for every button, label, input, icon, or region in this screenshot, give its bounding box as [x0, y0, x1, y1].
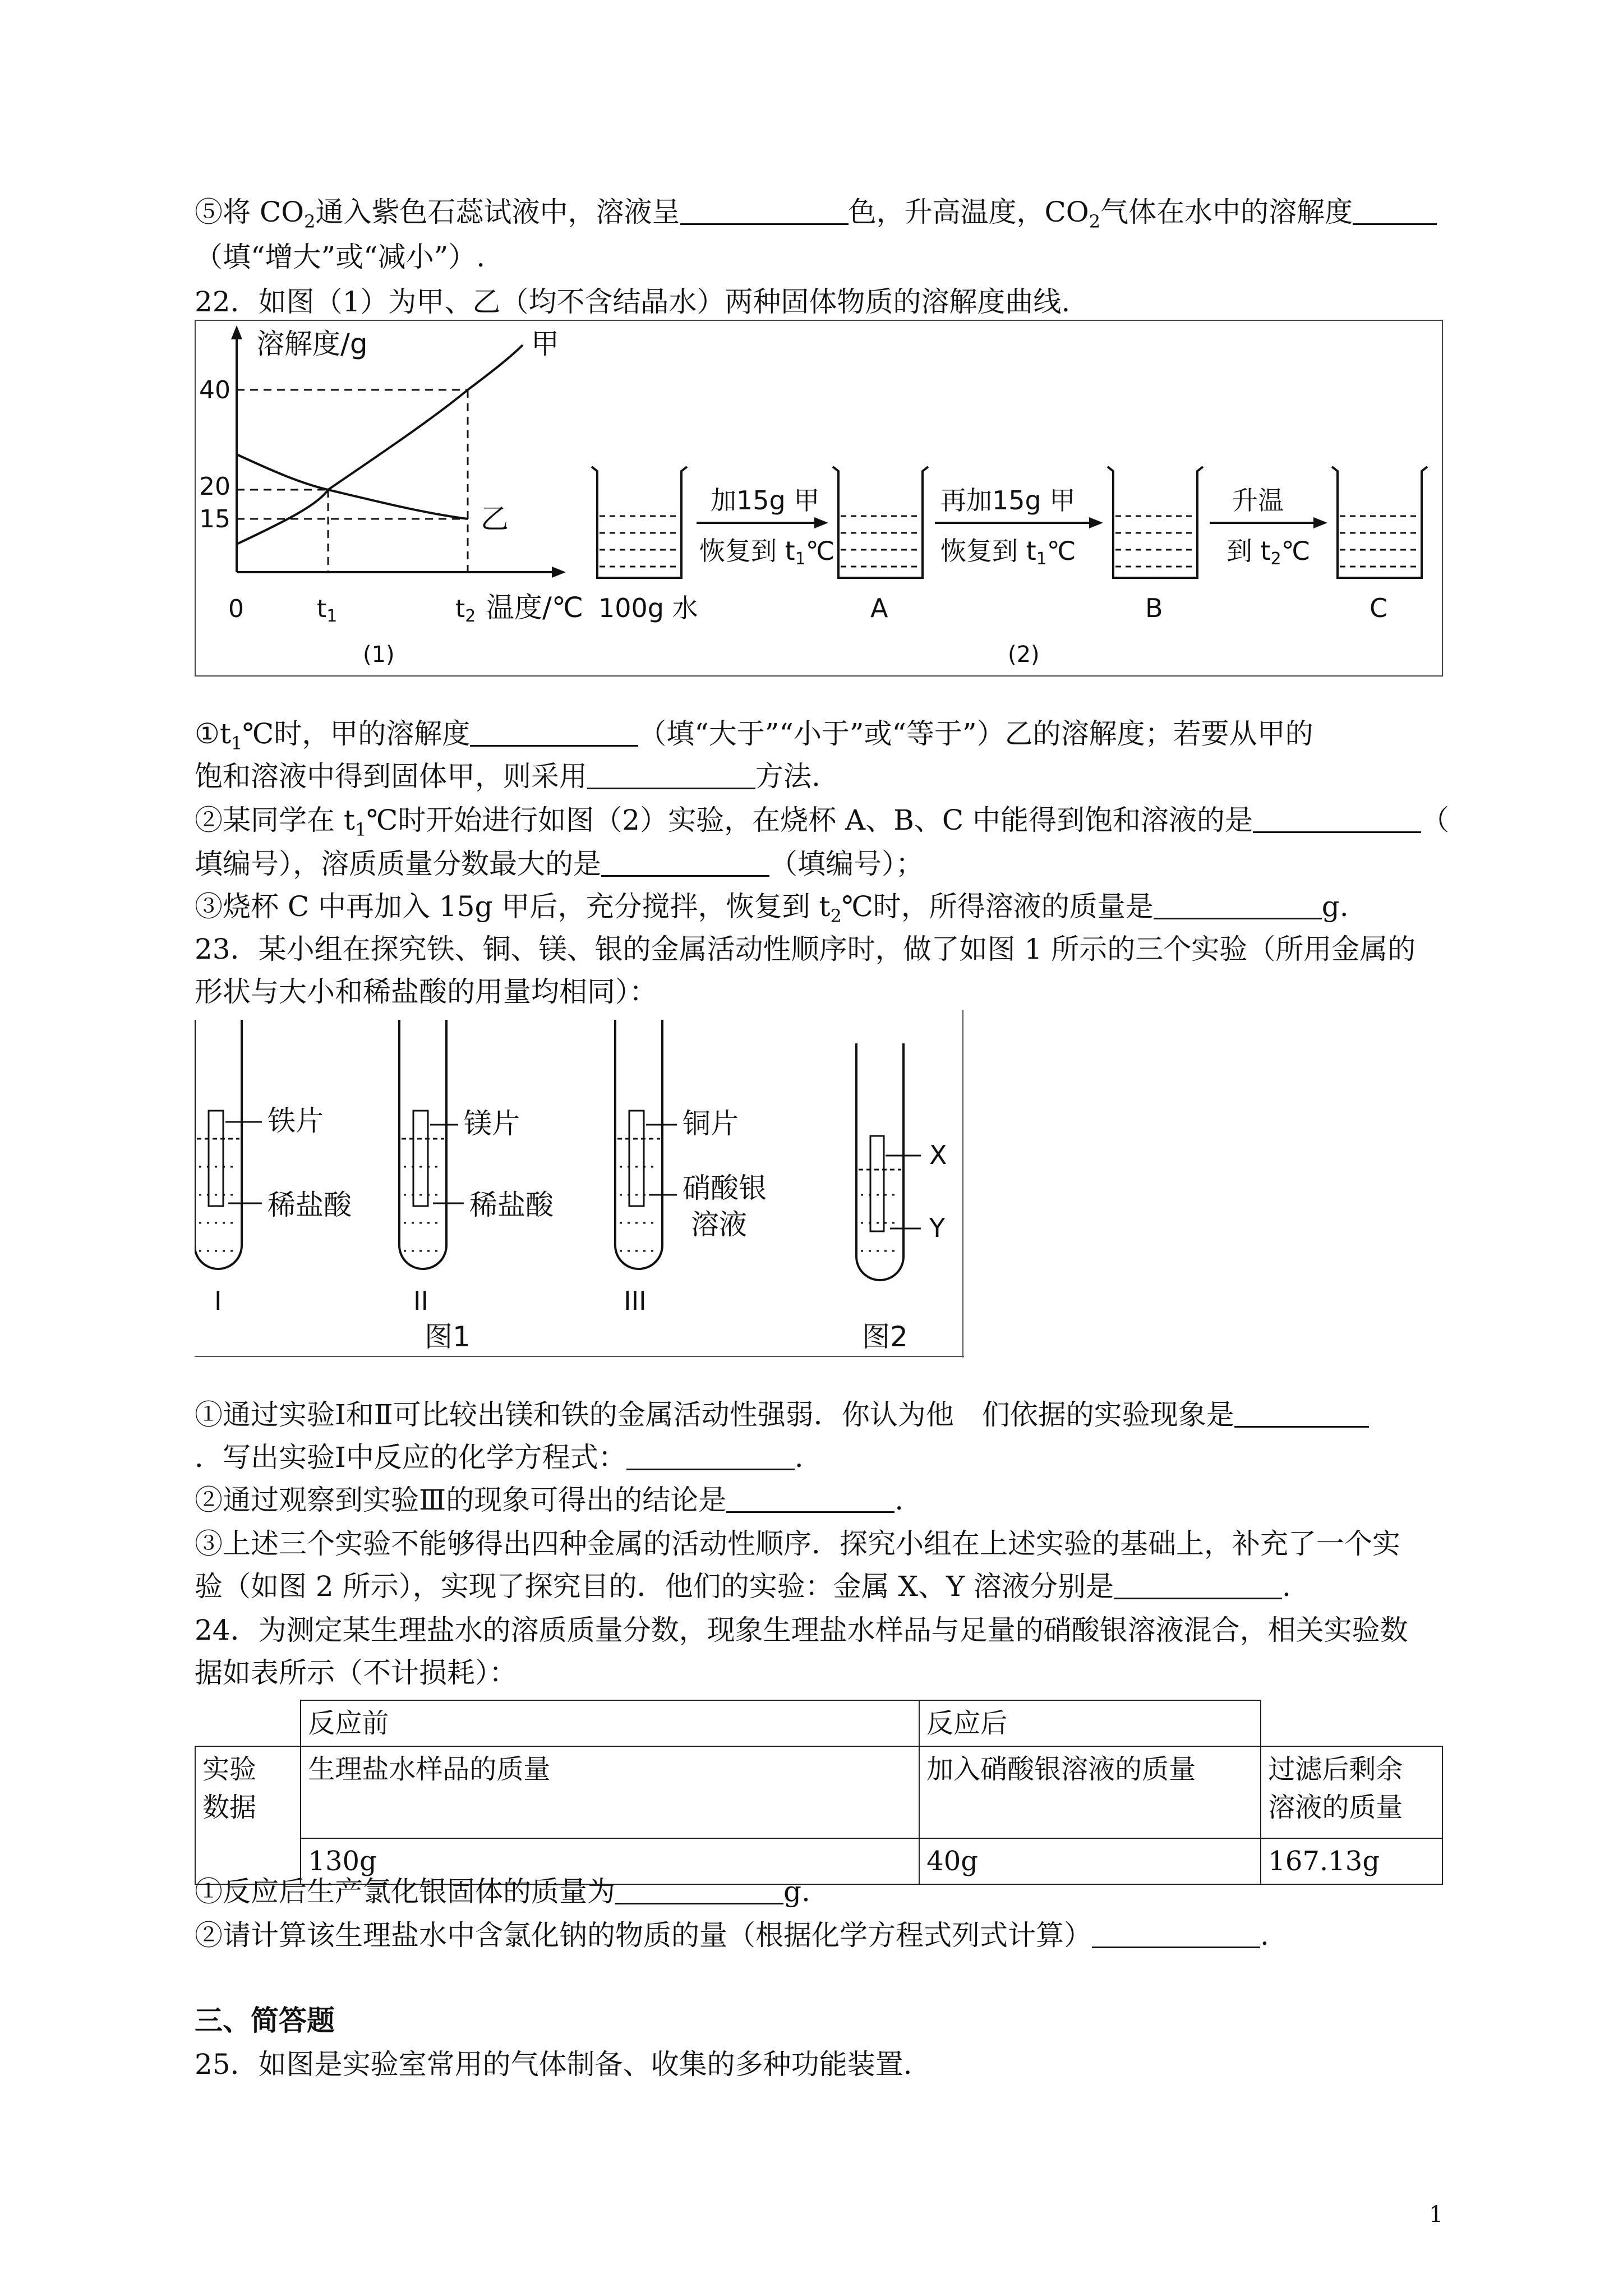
q23-item2: ②通过观察到实验Ⅲ的现象可得出的结论是 .: [195, 1484, 904, 1516]
answer-blank[interactable]: [601, 850, 769, 877]
answer-blank[interactable]: [1234, 1401, 1369, 1428]
step-arrow-1: [697, 485, 834, 569]
svg-text:铜片: 铜片: [683, 1107, 739, 1140]
fig1-caption: 图1: [425, 1320, 471, 1353]
svg-text:A: A: [870, 593, 888, 623]
fig2-caption: (2): [1008, 642, 1040, 668]
q21-item5-line1: ⑤将 $CO_2$通入紫色石蕊试液中，溶液呈 色，升高温度，$CO_2$气体在水中的溶解度: [195, 194, 1437, 240]
q22-item2-line1: ②某同学在 $t_1℃$时开始进行如图（2）实验，在烧杯 A、B、C 中能得到饱和溶液的是 （: [195, 804, 1449, 840]
solubility-chart: [199, 325, 583, 668]
x-axis-label: 温度/℃: [486, 591, 583, 624]
test-tube-4: [856, 1043, 947, 1280]
svg-text:X: X: [929, 1140, 947, 1170]
svg-text:恢复到 t1℃: 恢复到 t1℃: [940, 536, 1076, 569]
svg-text:溶液: 溶液: [691, 1208, 747, 1241]
value-remaining-mass: 167.13g: [1261, 1838, 1442, 1884]
q22-figure: [195, 320, 1443, 679]
answer-blank[interactable]: [1114, 1573, 1282, 1599]
page-number: 1: [1429, 2202, 1444, 2228]
test-tube-3: [615, 1020, 767, 1316]
q21-item5-text: ⑤将 CO: [195, 196, 305, 228]
svg-text:100g 水: 100g 水: [598, 593, 698, 623]
svg-text:恢复到 t1℃: 恢复到 t1℃: [699, 536, 835, 569]
y-axis-label: 溶解度/g: [256, 328, 368, 360]
svg-text:到 t2℃: 到 t2℃: [1227, 536, 1311, 569]
row-label: 实验 数据: [195, 1746, 301, 1884]
beaker-sequence: [592, 467, 1427, 668]
beaker-A: [833, 467, 928, 623]
svg-text:II: II: [413, 1286, 429, 1316]
answer-blank[interactable]: [680, 199, 849, 225]
q22-item3: ③烧杯 C 中再加入 15g 甲后，充分搅拌，恢复到 $t_2℃$时，所得溶液的质量是 g.: [195, 890, 1349, 927]
q23-stem-line2: 形状与大小和稀盐酸的用量均相同）：: [195, 976, 657, 1008]
col-sample-mass: 生理盐水样品的质量: [301, 1746, 919, 1838]
svg-text:硝酸银: 硝酸银: [683, 1172, 767, 1204]
test-tube-1: [195, 1020, 352, 1316]
svg-text:镁片: 镁片: [464, 1107, 520, 1140]
answer-blank[interactable]: [626, 1444, 795, 1470]
q22-stem: 22．如图（1）为甲、乙（均不含结晶水）两种固体物质的溶解度曲线.: [195, 286, 1071, 318]
fig1-caption: (1): [363, 642, 395, 668]
col-remaining-mass: 过滤后剩余 溶液的质量: [1261, 1746, 1442, 1838]
answer-blank[interactable]: [587, 763, 755, 789]
answer-blank[interactable]: [1092, 1922, 1260, 1948]
col-agno3-mass: 加入硝酸银溶液的质量: [919, 1746, 1261, 1838]
x-tick-t2: t2: [455, 595, 476, 626]
q24-stem-line1: 24．为测定某生理盐水的溶质质量分数，现象生理盐水样品与足量的硝酸银溶液混合，相关实验数: [195, 1614, 1408, 1646]
svg-text:铁片: 铁片: [268, 1105, 324, 1137]
value-sample-mass: 130g: [301, 1838, 919, 1884]
answer-blank[interactable]: [726, 1487, 895, 1513]
q23-item3-line1: ③上述三个实验不能够得出四种金属的活动性顺序．探究小组在上述实验的基础上，补充了一个实: [195, 1527, 1400, 1560]
fig2-caption: 图2: [862, 1320, 908, 1353]
q24-stem-line2: 据如表所示（不计损耗）：: [195, 1657, 517, 1689]
q22-item1-line1: $①t_1℃$时，甲的溶解度 （填“大于”“小于”或“等于”）乙的溶解度；若要从甲的: [195, 717, 1313, 754]
answer-blank[interactable]: [1253, 807, 1421, 833]
svg-text:C: C: [1370, 593, 1388, 623]
beaker-water: [592, 467, 698, 623]
answer-blank[interactable]: [470, 720, 638, 747]
q24-item1: ①反应后生产氯化银固体的质量为 g.: [195, 1875, 810, 1908]
origin-label: 0: [228, 595, 244, 623]
curve-label-jia: 甲: [531, 328, 559, 360]
svg-text:Y: Y: [929, 1213, 946, 1243]
svg-text:升温: 升温: [1232, 485, 1284, 516]
q25-stem: 25．如图是实验室常用的气体制备、收集的多种功能装置.: [195, 2048, 912, 2081]
curve-yi: [237, 454, 468, 519]
q22-item1-line2: 饱和溶液中得到固体甲，则采用 方法.: [195, 760, 820, 793]
svg-text:再加15g 甲: 再加15g 甲: [940, 485, 1076, 516]
q24-item2: ②请计算该生理盐水中含氯化钠的物质的量（根据化学方程式列式计算） .: [195, 1919, 1269, 1952]
y-tick-20: 20: [199, 472, 230, 501]
q22-item2-line2: 填编号），溶质质量分数最大的是 （填编号）；: [195, 848, 924, 880]
value-agno3-mass: 40g: [919, 1838, 1261, 1884]
header-after: 反应后: [919, 1700, 1261, 1746]
svg-text:I: I: [214, 1286, 222, 1316]
step-arrow-2: [935, 485, 1103, 569]
x-tick-t1: t1: [317, 595, 338, 626]
svg-text:稀盐酸: 稀盐酸: [268, 1189, 352, 1221]
q21-item5-line2: （填“增大”或“减小”）.: [195, 241, 486, 273]
svg-text:III: III: [624, 1286, 647, 1316]
answer-blank[interactable]: [1154, 893, 1322, 919]
y-tick-40: 40: [199, 376, 230, 404]
q23-figure: [195, 1010, 964, 1358]
beaker-B: [1108, 467, 1203, 623]
q23-item1-line2: ．写出实验Ⅰ中反应的化学方程式： .: [195, 1441, 804, 1474]
y-tick-15: 15: [199, 505, 230, 533]
answer-blank[interactable]: [615, 1878, 783, 1904]
section-title: 三、简答题: [195, 2004, 335, 2037]
q23-stem-line1: 23．某小组在探究铁、铜、镁、银的金属活动性顺序时，做了如图 1 所示的三个实验（所用金属的: [195, 933, 1416, 965]
step-arrow-3: [1210, 485, 1327, 569]
header-before: 反应前: [301, 1700, 919, 1746]
curve-jia: [237, 345, 523, 544]
beaker-C: [1332, 467, 1427, 623]
experiment-data-table: [195, 1700, 1443, 1885]
test-tube-2: [399, 1020, 554, 1316]
curve-label-yi: 乙: [481, 503, 509, 535]
svg-text:加15g 甲: 加15g 甲: [711, 485, 820, 516]
answer-blank[interactable]: [1353, 199, 1437, 225]
svg-text:稀盐酸: 稀盐酸: [469, 1189, 554, 1221]
q23-item3-line2: 验（如图 2 所示），实现了探究目的．他们的实验：金属 X、Y 溶液分别是 .: [195, 1570, 1291, 1603]
q23-item1-line1: ①通过实验Ⅰ和Ⅱ可比较出镁和铁的金属活动性强弱．你认为他 们依据的实验现象是: [195, 1397, 1369, 1433]
svg-text:B: B: [1145, 593, 1163, 623]
